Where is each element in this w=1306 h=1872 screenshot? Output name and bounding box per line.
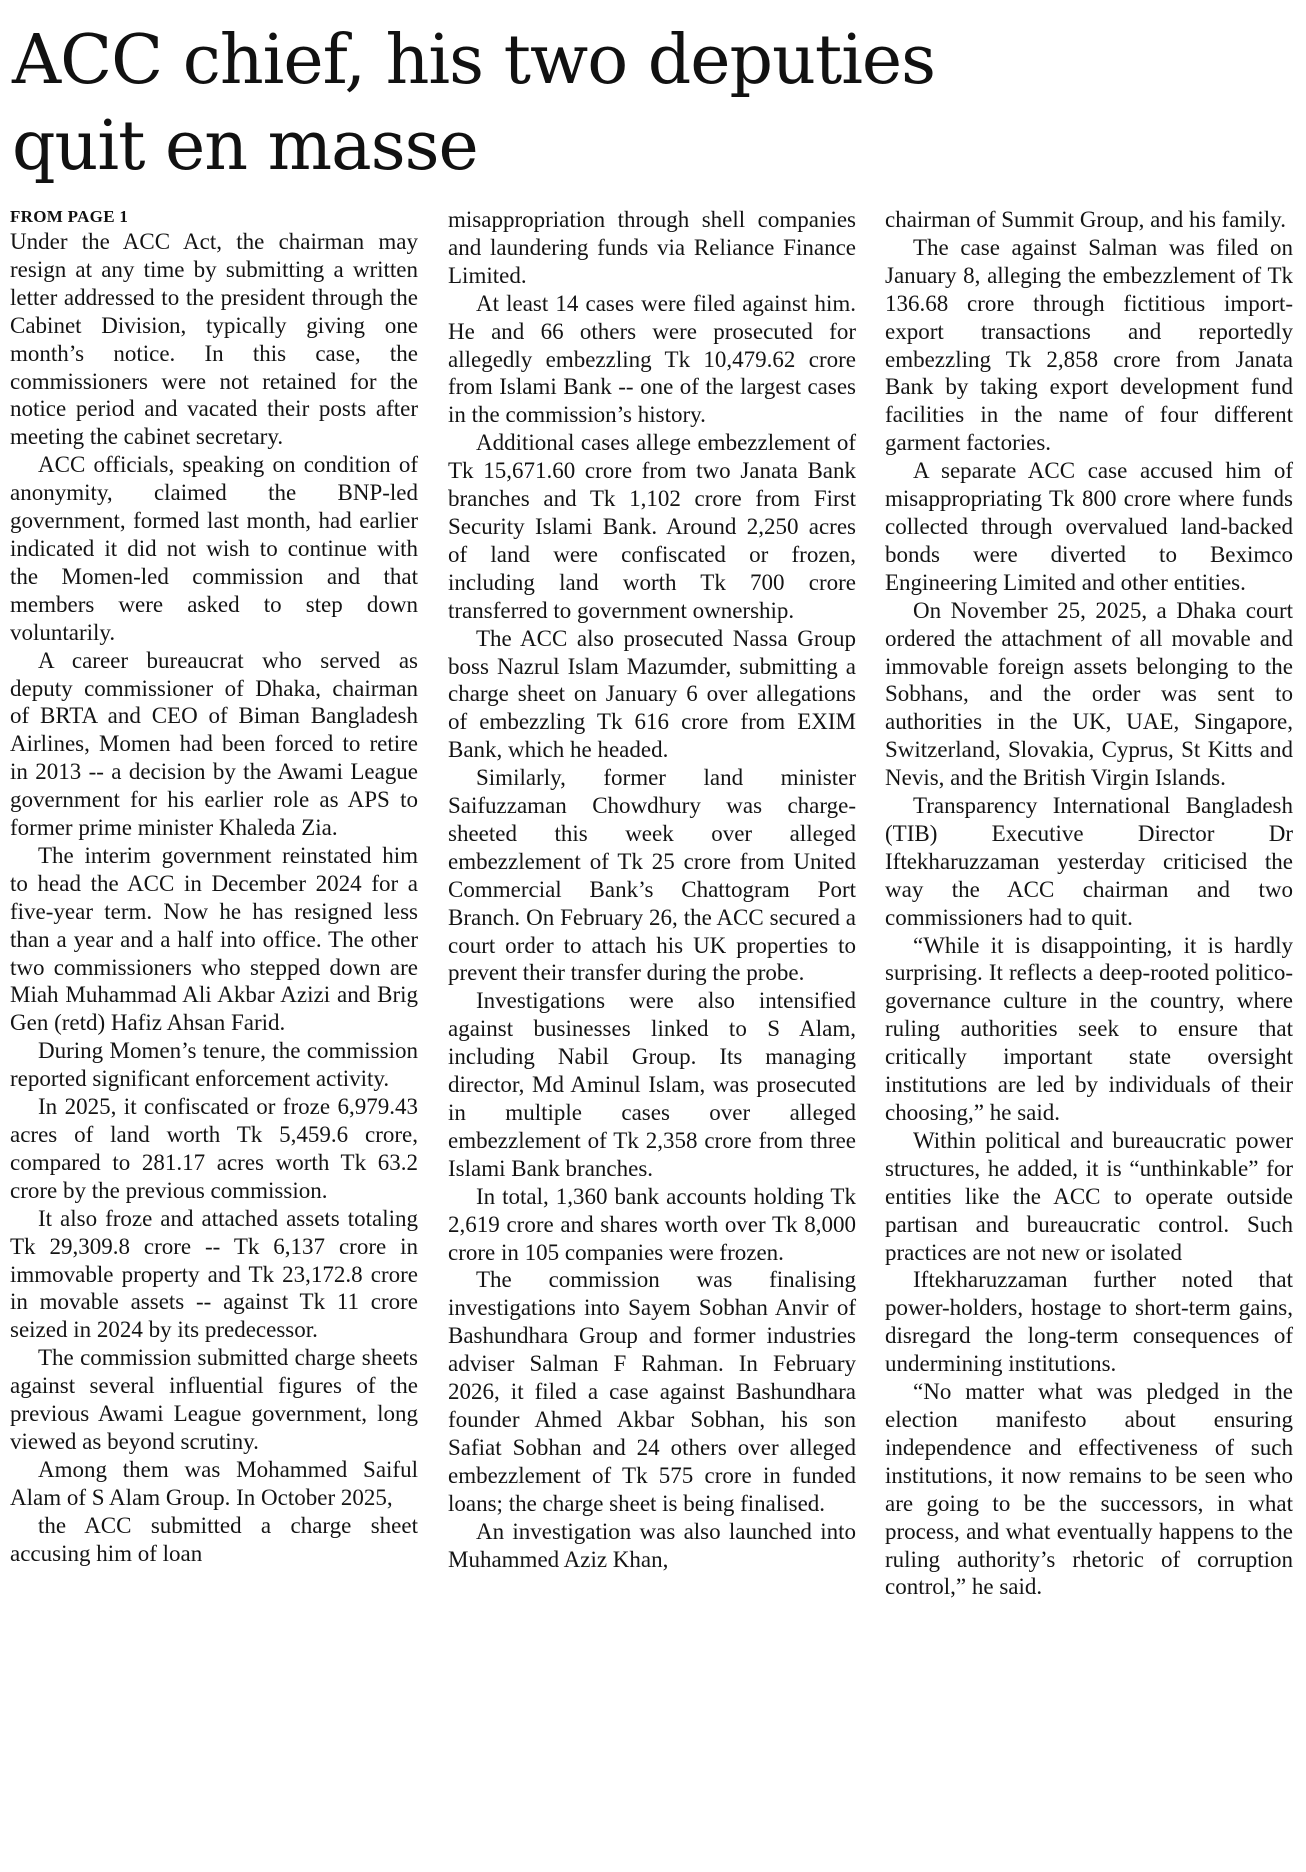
article-paragraph: Within political and bureaucratic power structures, he added, it is “unthinkable” for entities like the ACC to operate outside partisan and bureaucratic control. Such practices are not new or isolated — [885, 1127, 1293, 1265]
kicker-from-page-1: FROM PAGE 1 — [10, 207, 129, 226]
article-paragraph: In 2025, it confiscated or froze 6,979.43 acres of land worth Tk 5,459.6 crore, compared to 281.17 acres worth Tk 63.2 crore by the previous commission. — [10, 1094, 418, 1203]
article-paragraph: The interim government reinstated him to head the ACC in December 2024 for a five-year term. Now he has resigned less than a year and a half into office. The other two commissioners who stepped down are Miah Muhammad Ali Akbar Azizi and Brig Gen (retd) Hafiz Ahsan Farid. — [10, 842, 418, 1036]
article-paragraph: A separate ACC case accused him of misappropriating Tk 800 crore where funds collected through overvalued land-backed bonds were diverted to Beximco Engineering Limited and other entities. — [885, 458, 1293, 595]
article-paragraph: Investigations were also intensified against businesses linked to S Alam, including Nabil Group. Its managing director, Md Aminul Islam, was prosecuted in multiple cases over alleged embezzlement of Tk 2,358 crore from three Islami Bank branches. — [448, 988, 856, 1181]
article-paragraph: Similarly, former land minister Saifuzzaman Chowdhury was charge-sheeted this week over alleged embezzlement of Tk 25 crore from United Commercial Bank’s Chattogram Port Branch. On February 26, the ACC secured a court order to attach his UK properties to prevent their transfer during the probe. — [448, 765, 856, 986]
headline-line-2: quit en masse — [12, 107, 478, 186]
article-paragraph: chairman of Summit Group, and his family. — [885, 207, 1286, 232]
headline — [12, 18, 1212, 190]
article-paragraph: It also froze and attached assets totaling Tk 29,309.8 crore -- Tk 6,137 crore in immovable property and Tk 23,172.8 crore in movable assets -- against Tk 11 crore seized in 2024 by its predecessor. — [10, 1205, 418, 1343]
article-paragraph: Among them was Mohammed Saiful Alam of S Alam Group. In October 2025, — [10, 1456, 418, 1510]
article-paragraph: An investigation was also launched into Muhammed Aziz Khan, — [448, 1518, 856, 1572]
article-paragraph: The case against Salman was filed on January 8, alleging the embezzlement of Tk 136.68 crore through fictitious import-export transactions and reportedly embezzling Tk 2,858 crore from Janata Bank by taking export development fund facilities in the name of four different garment factories. — [885, 234, 1293, 456]
article-column-3 — [885, 206, 1293, 1601]
article-paragraph: ACC officials, speaking on condition of anonymity, claimed the BNP-led government, formed last month, had earlier indicated it did not wish to continue with the Momen-led commission and that members were asked to step down voluntarily. — [10, 452, 418, 645]
article-paragraph: The commission submitted charge sheets against several influential figures of the previous Awami League government, long viewed as beyond scrutiny. — [10, 1345, 418, 1454]
article-paragraph: misappropriation through shell companies and laundering funds via Reliance Finance Limited. — [448, 207, 856, 288]
article-paragraph: Under the ACC Act, the chairman may resign at any time by submitting a written letter addressed to the president through the Cabinet Division, typically giving one month’s notice. In this case, the commissioners were not retained for the notice period and vacated their posts after meeting the cabinet secretary. — [10, 229, 418, 450]
article-paragraph: On November 25, 2025, a Dhaka court ordered the attachment of all movable and immovable foreign assets belonging to the Sobhans, and the order was sent to authorities in the UK, UAE, Singapore, Switzerland, Slovakia, Cyprus, St Kitts and Nevis, and the British Virgin Islands. — [885, 597, 1293, 791]
article-paragraph: Additional cases allege embezzlement of Tk 15,671.60 crore from two Janata Bank branches and Tk 1,102 crore from First Security Islami Bank. Around 2,250 acres of land were confiscated or frozen, including land worth Tk 700 crore transferred to government ownership. — [448, 430, 856, 623]
article-paragraph: During Momen’s tenure, the commission reported significant enforcement activity. — [10, 1038, 418, 1092]
article-paragraph: A career bureaucrat who served as deputy commissioner of Dhaka, chairman of BRTA and CEO of Biman Bangladesh Airlines, Momen had been forced to retire in 2013 -- a decision by the Awami League government for his earlier role as APS to former prime minister Khaleda Zia. — [10, 647, 418, 841]
article-paragraph: Iftekharuzzaman further noted that power-holders, hostage to short-term gains, disregard the long-term consequences of undermining institutions. — [885, 1267, 1293, 1377]
article-paragraph: At least 14 cases were filed against him. He and 66 others were prosecuted for allegedly embezzling Tk 10,479.62 crore from Islami Bank -- one of the largest cases in the commission’s history. — [448, 290, 856, 428]
article-paragraph: The commission was finalising investigations into Sayem Sobhan Anvir of Bashundhara Group and former industries adviser Salman F Rahman. In February 2026, it filed a case against Bashundhara founder Ahmed Akbar Sobhan, his son Safiat Sobhan and 24 others over alleged embezzlement of Tk 575 crore in funded loans; the charge sheet is being finalised. — [448, 1267, 856, 1516]
article-column-2 — [448, 206, 856, 1573]
article-paragraph: Transparency International Bangladesh (TIB) Executive Director Dr Iftekharuzzaman yesterday criticised the way the ACC chairman and two commissioners had to quit. — [885, 793, 1293, 930]
article-column-1 — [10, 206, 418, 1568]
article-paragraph: The ACC also prosecuted Nassa Group boss Nazrul Islam Mazumder, submitting a charge sheet on January 6 over allegations of embezzling Tk 616 crore from EXIM Bank, which he headed. — [448, 625, 856, 763]
article-paragraph: “No matter what was pledged in the election manifesto about ensuring independence and effectiveness of such institutions, it now remains to be seen who are going to be the successors, in what process, and what eventually happens to the ruling authority’s rhetoric of corruption control,” he said. — [885, 1379, 1293, 1600]
article-paragraph: In total, 1,360 bank accounts holding Tk 2,619 crore and shares worth over Tk 8,000 crore in 105 companies were frozen. — [448, 1183, 856, 1265]
headline-line-1: ACC chief, his two deputies — [12, 21, 936, 100]
article-paragraph: the ACC submitted a charge sheet accusing him of loan — [10, 1512, 418, 1566]
article-paragraph: “While it is disappointing, it is hardly surprising. It reflects a deep-rooted politico-governance culture in the country, where ruling authorities seek to ensure that critically important state oversight institutions are led by individuals of their choosing,” he said. — [885, 932, 1293, 1125]
